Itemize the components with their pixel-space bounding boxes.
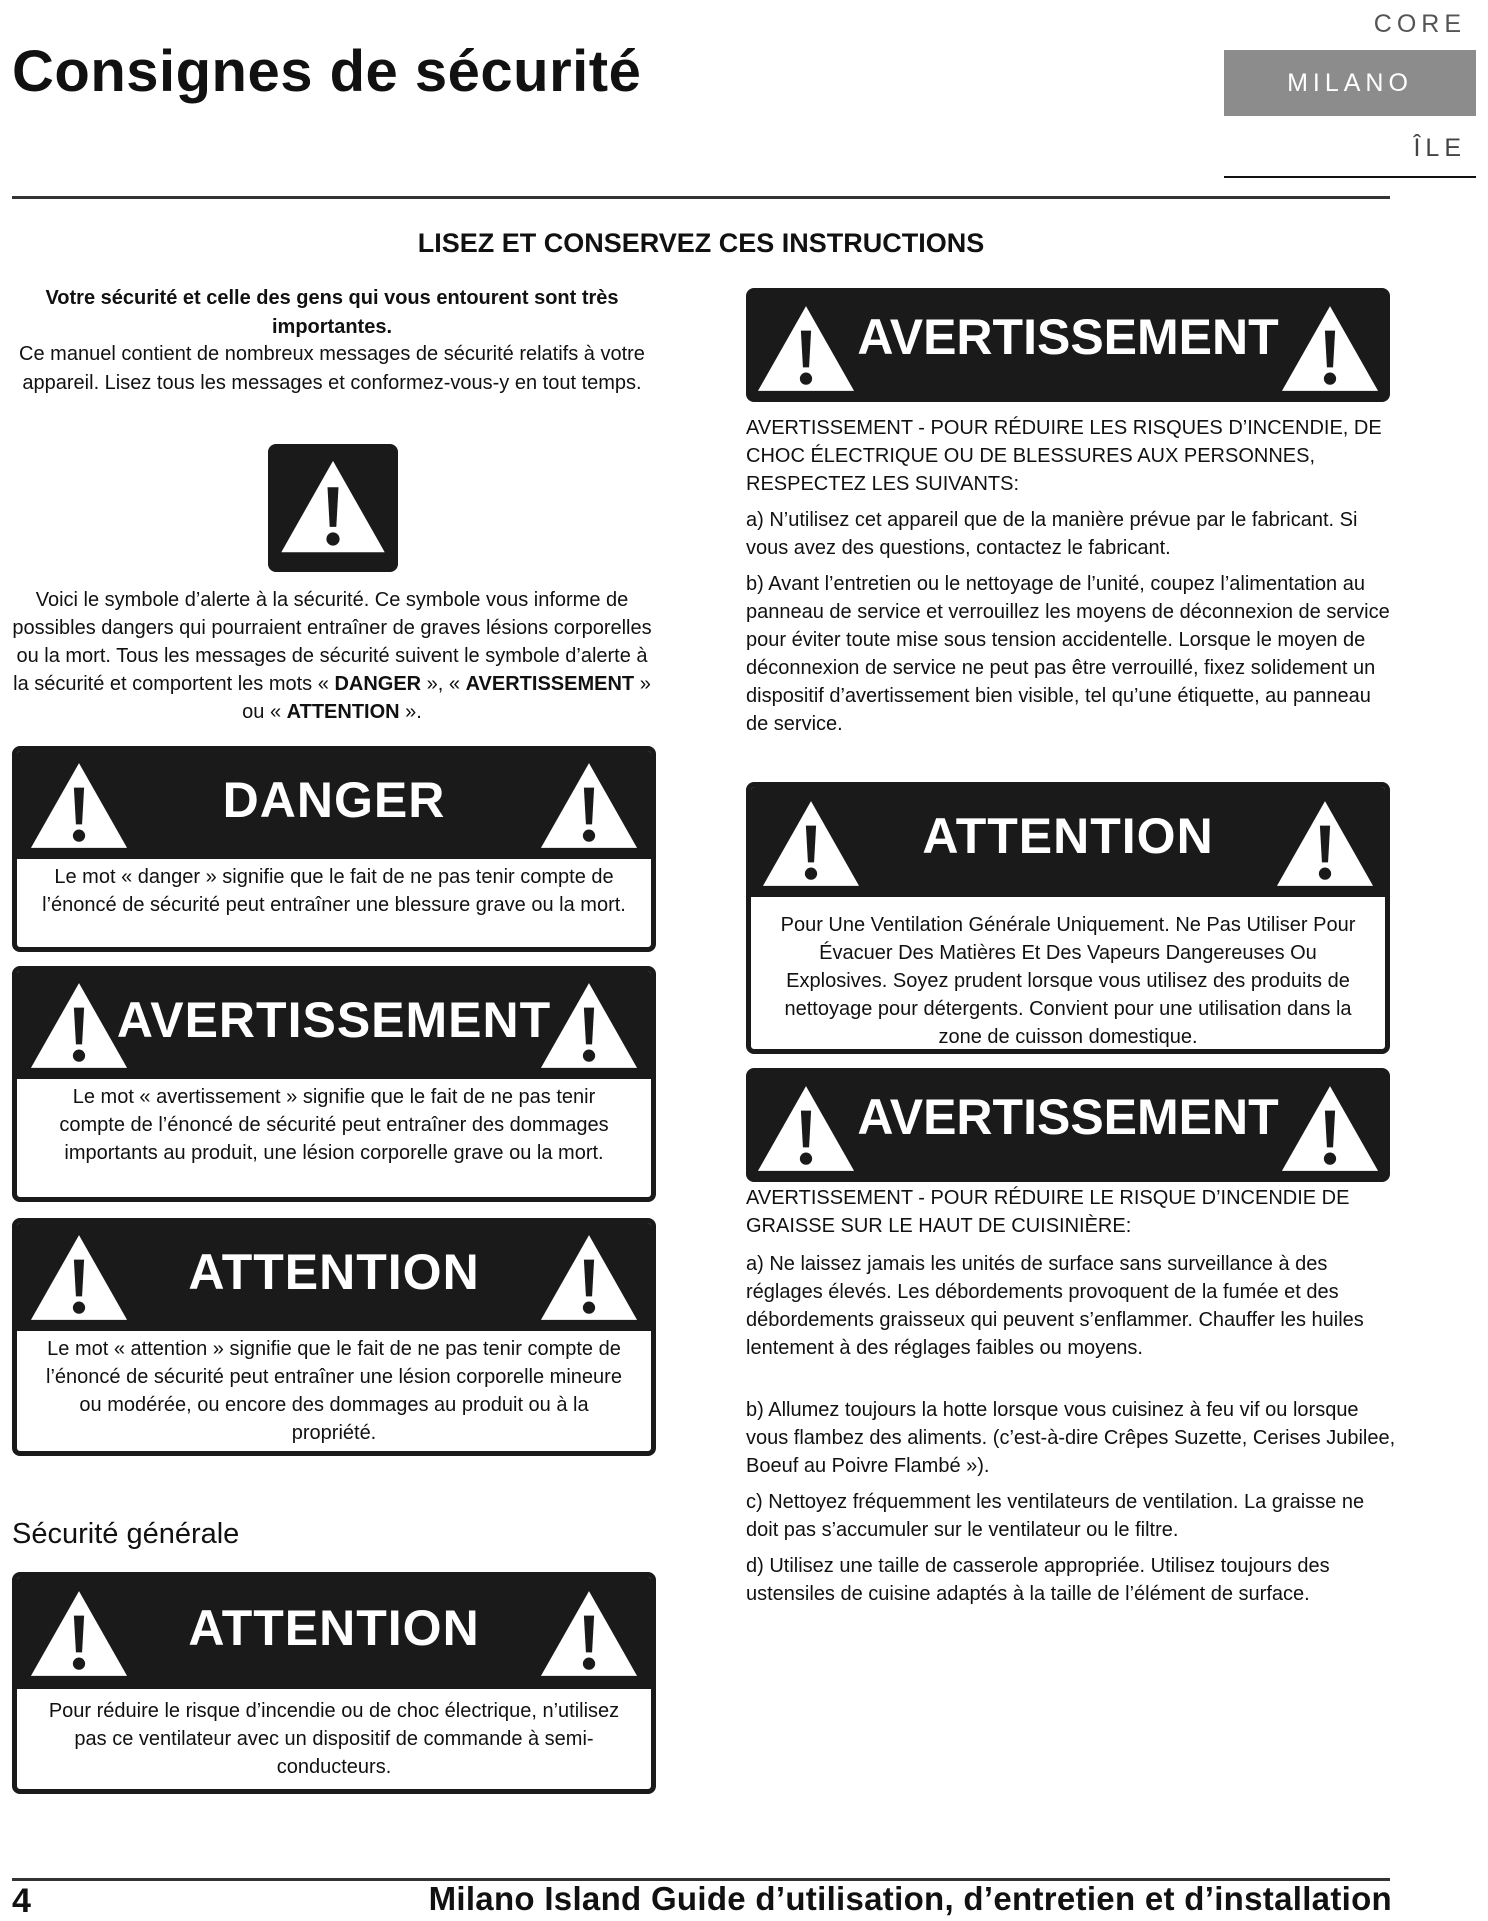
warning-triangle-icon	[537, 979, 641, 1071]
intro-text: Ce manuel contient de nombreux messages de sécurité relatifs à votre appareil. Lisez tous les messages et conformez-vous-y en tout temps.	[19, 343, 645, 394]
tab-core[interactable]: CORE	[1373, 10, 1466, 38]
warning1-heading: AVERTISSEMENT	[857, 309, 1279, 365]
warning-triangle-icon	[537, 1231, 641, 1323]
header-divider	[12, 196, 1390, 199]
footer-title: Milano Island Guide d’utilisation, d’entretien et d’installation	[428, 1880, 1392, 1917]
word-attention: ATTENTION	[286, 701, 400, 723]
intro-bold: Votre sécurité et celle des gens qui vous entourent sont très importantes.	[45, 287, 619, 338]
symbol-sep: » ou «	[242, 673, 651, 723]
tab-ile[interactable]: ÎLE	[1224, 118, 1476, 178]
symbol-sep: », «	[426, 673, 461, 695]
danger-heading: DANGER	[222, 772, 446, 828]
general-attention-heading: ATTENTION	[188, 1600, 480, 1656]
tab-milano[interactable]: MILANO	[1224, 50, 1476, 116]
avertissement-panel	[12, 966, 656, 1202]
warning-triangle-icon	[1278, 1082, 1382, 1174]
avertissement-heading: AVERTISSEMENT	[116, 992, 552, 1048]
warning2-header	[746, 1068, 1390, 1182]
warning1-item-b: b) Avant l’entretien ou le nettoyage de l’unité, coupez l’alimentation au panneau de service et verrouillez les moyens de déconnexion de service pour éviter toute mise sous tension accidentelle. Lorsque le moyen de déconnexion de service ne peut pas être verrouillé, fixez solidement un dispositif d’avertissement bien visible, tel qu’une étiquette, au panneau de service.	[746, 573, 1390, 735]
warning2-item-b: b) Allumez toujours la hotte lorsque vous cuisinez à feu vif ou lorsque vous flambez des aliments. (c’est-à-dire Crêpes Suzette, Cerises Jubilee, Boeuf au Poivre Flambé »).	[746, 1399, 1396, 1477]
warning-triangle-icon	[1273, 797, 1377, 889]
general-attention-panel	[12, 1572, 656, 1794]
general-safety-heading: Sécurité générale	[12, 1518, 240, 1550]
warning1-intro: AVERTISSEMENT - POUR RÉDUIRE LES RISQUES D’INCENDIE, DE CHOC ÉLECTRIQUE OU DE BLESSURES AUX PERSONNES, RESPECTEZ LES SUIVANTS:	[746, 417, 1382, 495]
warning-triangle-icon	[537, 1587, 641, 1679]
warning1-header	[746, 288, 1390, 402]
word-danger: DANGER	[334, 673, 422, 695]
warning1-item-a: a) N’utilisez cet appareil que de la manière prévue par le fabricant. Si vous avez des questions, contactez le fabricant.	[746, 509, 1358, 559]
symbol-sep: ».	[405, 701, 422, 723]
attention-text: Le mot « attention » signifie que le fait de ne pas tenir compte de l’énoncé de sécurité peut entraîner une lésion corporelle mineure ou modérée, ou encore des dommages au produit ou à la propriété.	[46, 1338, 622, 1444]
attention-panel	[12, 1218, 656, 1456]
right-attention-panel	[746, 782, 1390, 1054]
danger-panel	[12, 746, 656, 952]
right-attention-text: Pour Une Ventilation Générale Uniquement. Ne Pas Utiliser Pour Évacuer Des Matières Et Des Vapeurs Dangereuses Ou Explosives. Soyez prudent lorsque vous utilisez des produits de nettoyage pour détergents. Convient pour une utilisation dans la zone de cuisson domestique.	[780, 914, 1356, 1048]
general-attention-text: Pour réduire le risque d’incendie ou de choc électrique, n’utilisez pas ce ventilateur avec un dispositif de commande à semi-conducteurs.	[48, 1700, 620, 1778]
word-avertissement: AVERTISSEMENT	[465, 673, 635, 695]
safety-alert-icon	[268, 444, 398, 572]
warning2-heading: AVERTISSEMENT	[857, 1089, 1279, 1145]
avertissement-text: Le mot « avertissement » signifie que le fait de ne pas tenir compte de l’énoncé de sécurité peut entraîner des dommages importants au produit, une lésion corporelle grave ou la mort.	[59, 1086, 609, 1164]
danger-text: Le mot « danger » signifie que le fait de ne pas tenir compte de l’énoncé de sécurité peut entraîner une blessure grave ou la mort.	[42, 866, 626, 916]
page-number: 4	[12, 1882, 31, 1920]
warning-triangle-icon	[1278, 302, 1382, 394]
right-attention-heading: ATTENTION	[922, 808, 1214, 864]
warning2-item-d: d) Utilisez une taille de casserole appropriée. Utilisez toujours des ustensiles de cuisine adaptés à la taille de l’élément de surface.	[746, 1555, 1330, 1605]
section-heading: LISEZ ET CONSERVEZ CES INSTRUCTIONS	[417, 228, 985, 258]
page-title: Consignes de sécurité	[12, 39, 642, 104]
warning-triangle-icon	[537, 759, 641, 851]
symbol-description	[12, 586, 652, 726]
attention-heading: ATTENTION	[188, 1244, 480, 1300]
warning2-intro: AVERTISSEMENT - POUR RÉDUIRE LE RISQUE D’INCENDIE DE GRAISSE SUR LE HAUT DE CUISINIÈRE:	[746, 1187, 1350, 1237]
symbol-desc-start: Voici le symbole d’alerte à la sécurité. Ce symbole vous informe de possibles dangers qui pourraient entraîner de graves lésions corporelles ou la mort. Tous les messages de sécurité suivent le symbole d’alerte à la sécurité et comportent les mots «	[12, 589, 652, 695]
warning2-item-a: a) Ne laissez jamais les unités de surface sans surveillance à des réglages élevés. Les débordements provoquent de la fumée et des débordements graisseux qui peuvent s’enflammer. Chauffer les huiles lentement à des réglages faibles ou moyens.	[746, 1253, 1364, 1359]
warning2-item-c: c) Nettoyez fréquemment les ventilateurs de ventilation. La graisse ne doit pas s’accumuler sur le ventilateur ou le filtre.	[746, 1491, 1365, 1541]
